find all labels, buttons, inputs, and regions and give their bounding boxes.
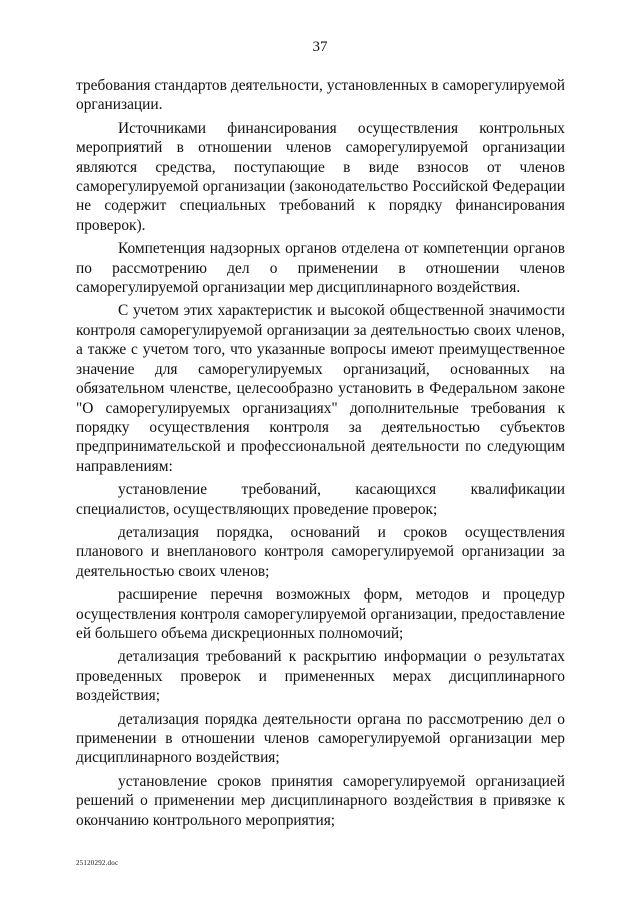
paragraph-proposal-intro: С учетом этих характеристик и высокой общественной значимости контроля саморегулируемой организации за деятельностью своих членов, а также с учетом того, что указанные вопросы имеют преимущественное значение для саморегулируемых организаций, основанных на обязательном членстве, целесообразно установить в Федеральном законе "О саморегулируемых организациях" дополнительные требования к порядку осуществления контроля за деятельностью субъектов предпринимательской и профессиональной деятельности по следующим направлениям:	[76, 302, 565, 475]
list-item-decision-deadlines: установление сроков принятия саморегулируемой организацией решений о применении мер дисциплинарного воздействия в привязке к окончанию контрольного мероприятия;	[76, 772, 565, 829]
paragraph-continued: требования стандартов деятельности, установленных в саморегулируемой организации.	[76, 77, 565, 114]
list-item-disclosure-requirements: детализация требований к раскрытию информации о результатах проведенных проверок и примененных мерах дисциплинарного воздействия;	[76, 648, 565, 705]
page-number: 37	[312, 39, 328, 55]
paragraph-supervisory-competence: Компетенция надзорных органов отделена от компетенции органов по рассмотрению дел о применении в отношении членов саморегулируемой организации мер дисциплинарного воздействия.	[76, 240, 565, 297]
list-item-specialist-qualification: установление требований, касающихся квалификации специалистов, осуществляющих проведение проверок;	[76, 481, 565, 518]
list-item-control-forms-expansion: расширение перечня возможных форм, методов и процедур осуществления контроля саморегулируемой организации, предоставление ей большего объема дискреционных полномочий;	[76, 586, 565, 642]
document-body	[76, 76, 565, 834]
footer-file-name: 25120292.doc	[76, 859, 119, 867]
list-item-disciplinary-body-procedure: детализация порядка деятельности органа по рассмотрению дел о применении в отношении членов саморегулируемой организации мер дисциплинарного воздействия;	[76, 710, 565, 767]
paragraph-financing-sources: Источниками финансирования осуществления контрольных мероприятий в отношении членов саморегулируемой организации являются средства, поступающие в виде взносов от членов саморегулируемой организации (законодательство Российской Федерации не содержит специальных требований к порядку финансирования проверок).	[76, 119, 565, 234]
list-item-control-procedure-detail: детализация порядка, оснований и сроков осуществления планового и внепланового контроля саморегулируемой организации за деятельностью своих членов;	[76, 523, 565, 580]
